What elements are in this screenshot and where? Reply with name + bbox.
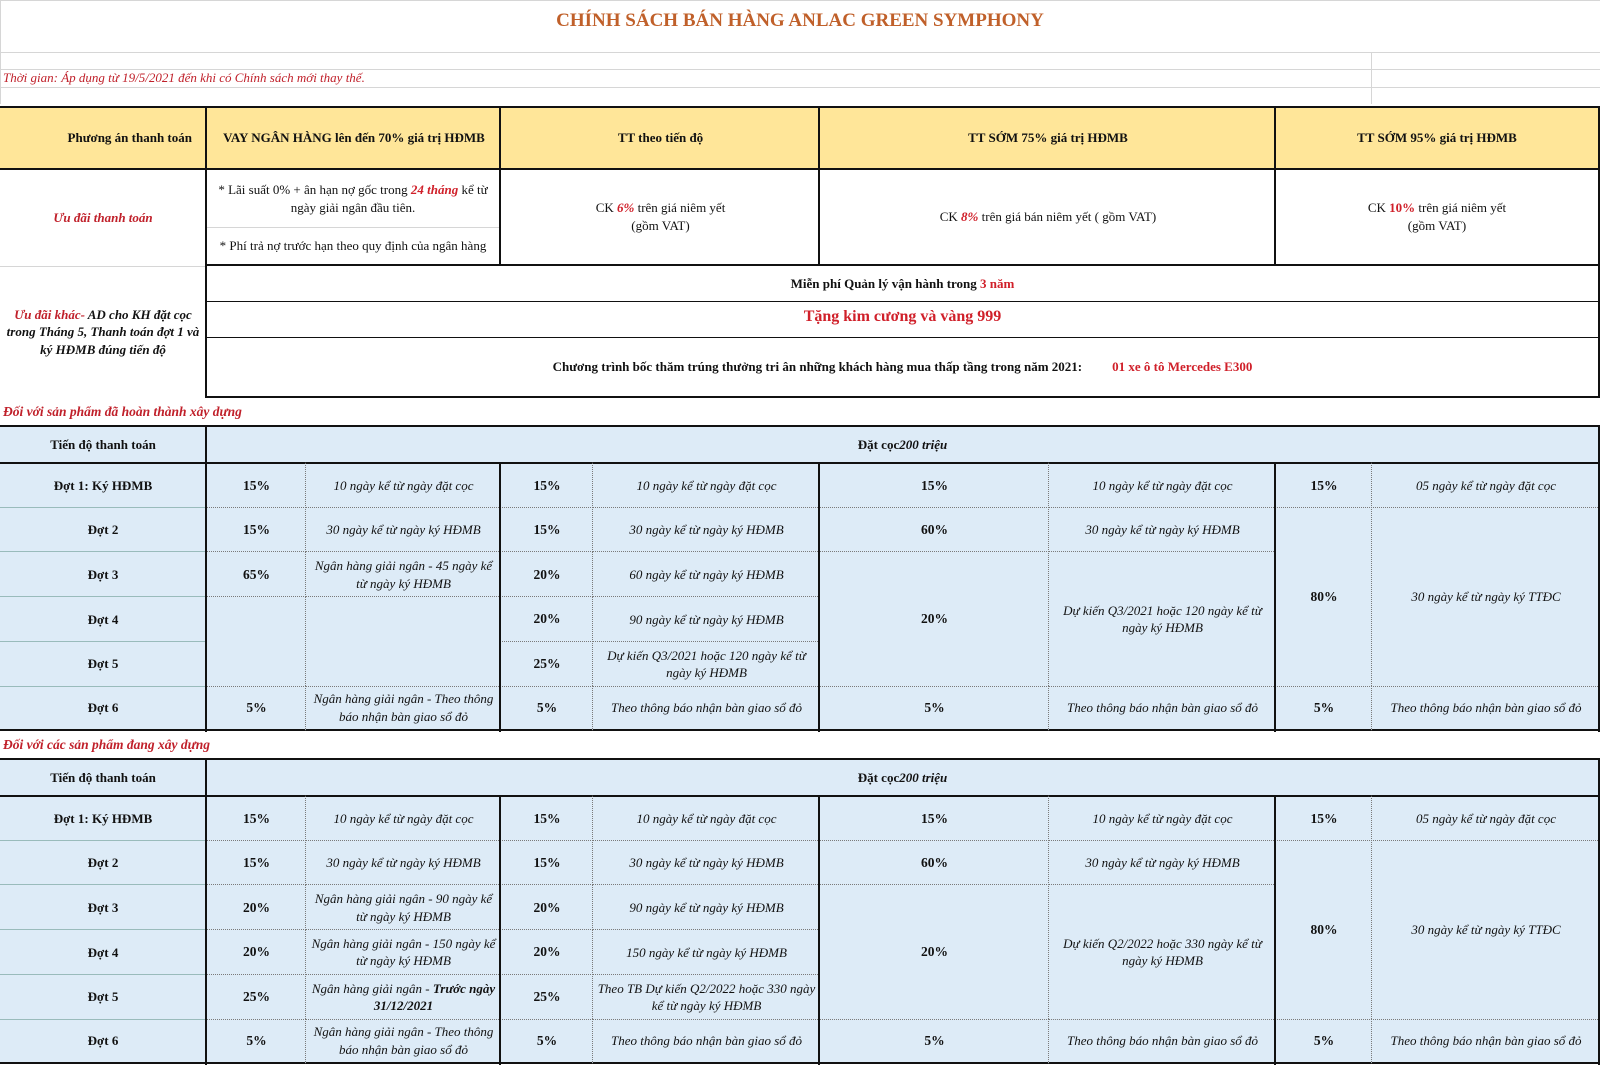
column-divider — [818, 462, 820, 732]
discount-highlight: 8% — [961, 209, 979, 225]
payment-due-description: Theo thông báo nhận bàn giao sổ đỏ — [1371, 686, 1600, 732]
schedule-table-completed — [0, 425, 1600, 730]
payment-percent: 20% — [499, 551, 593, 597]
payment-due-description: 10 ngày kể từ ngày đặt cọc — [305, 462, 501, 508]
payment-incentive-label: Ưu đãi thanh toán — [0, 170, 206, 266]
schedule-label: Tiến độ thanh toán — [0, 425, 206, 462]
payment-percent: 5% — [818, 686, 1049, 732]
incentive-text: trên giá bán niêm yết ( gồm VAT) — [978, 209, 1157, 225]
payment-due-description: Theo thông báo nhận bàn giao sổ đỏ — [592, 686, 820, 732]
payment-due-description: 10 ngày kể từ ngày đặt cọc — [592, 462, 820, 508]
payment-due-description: Dự kiến Q3/2021 hoặc 120 ngày kể từ ngày ký HĐMB — [1048, 551, 1276, 686]
other-incentives-label-red: Ưu đãi khác- — [14, 306, 85, 322]
payment-percent: 15% — [205, 795, 306, 841]
payment-due-description: 10 ngày kể từ ngày đặt cọc — [1048, 795, 1276, 841]
payment-percent — [205, 596, 306, 686]
payment-due-description: 90 ngày kể từ ngày ký HĐMB — [592, 596, 820, 642]
payment-percent: 5% — [499, 1019, 593, 1065]
payment-due-description: Dự kiến Q3/2021 hoặc 120 ngày kể từ ngày ký HĐMB — [592, 641, 820, 687]
payment-due-description: Theo TB Dự kiến Q2/2022 hoặc 330 ngày kể từ ngày ký HĐMB — [592, 974, 820, 1020]
free-management-text: Miễn phí Quản lý vận hành trong — [790, 275, 981, 291]
payment-percent: 15% — [205, 507, 306, 553]
gridline — [0, 0, 1600, 1]
payment-due-description: Theo thông báo nhận bàn giao sổ đỏ — [592, 1019, 820, 1065]
payment-percent: 80% — [1274, 840, 1372, 1020]
payment-percent: 25% — [205, 974, 306, 1020]
payment-due-description: Theo thông báo nhận bàn giao sổ đỏ — [1048, 686, 1276, 732]
gift-row: Tặng kim cương và vàng 999 — [205, 302, 1600, 339]
gridline — [1371, 52, 1372, 104]
payment-due-description: 30 ngày kể từ ngày ký TTĐC — [1371, 840, 1600, 1020]
payment-due-description: Ngân hàng giải ngân - 45 ngày kể từ ngày ký HĐMB — [305, 551, 501, 597]
payment-due-description: Theo thông báo nhận bàn giao sổ đỏ — [1048, 1019, 1276, 1065]
loan-incentive-cell — [205, 170, 501, 266]
schedule-label: Tiến độ thanh toán — [0, 758, 206, 795]
payment-due-description: 30 ngày kể từ ngày ký HĐMB — [592, 507, 820, 553]
incentive-text: trên giá niêm yết — [634, 200, 726, 216]
payment-percent: 60% — [818, 507, 1049, 553]
payment-due-description: 30 ngày kể từ ngày ký TTĐC — [1371, 507, 1600, 687]
payment-due-description: Dự kiến Q2/2022 hoặc 330 ngày kể từ ngày ký HĐMB — [1048, 884, 1276, 1019]
gridline — [0, 52, 1600, 53]
other-incentives-label — [0, 266, 206, 397]
deposit-header — [205, 758, 1600, 795]
period-note: Thời gian: Áp dụng từ 19/5/2021 đến khi có Chính sách mới thay thế. — [3, 70, 365, 85]
section-title-under-construction: Đối với các sản phẩm đang xây dựng — [3, 737, 210, 752]
deposit-text: Đặt cọc — [857, 436, 900, 452]
payment-due-description: 10 ngày kể từ ngày đặt cọc — [305, 795, 501, 841]
installment-label: Đợt 4 — [0, 596, 206, 642]
column-divider — [499, 795, 501, 1065]
payment-due-description: 30 ngày kể từ ngày ký HĐMB — [305, 840, 501, 886]
installment-label: Đợt 3 — [0, 551, 206, 597]
installment-label: Đợt 1: Ký HĐMB — [0, 795, 206, 841]
header-row-label: Phương án thanh toán — [0, 106, 206, 170]
free-management-highlight: 3 năm — [980, 275, 1015, 291]
payment-due-description: 10 ngày kể từ ngày đặt cọc — [1048, 462, 1276, 508]
deposit-amount: 200 triệu — [899, 436, 948, 452]
header-early-75: TT SỚM 75% giá trị HĐMB — [818, 106, 1276, 170]
other-incentives-label-text: AD cho KH đặt cọc trong Tháng 5, Thanh toán đợt 1 và ký HĐMB đúng tiến độ — [6, 306, 200, 357]
payment-percent: 65% — [205, 551, 306, 597]
discount-highlight: 6% — [617, 200, 635, 216]
payment-percent: 25% — [499, 974, 593, 1020]
incentive-text: (gồm VAT) — [631, 218, 690, 233]
payment-percent: 15% — [1274, 795, 1372, 841]
lottery-text: Chương trình bốc thăm trúng thưởng tri ân những khách hàng mua thấp tầng trong năm 2021: — [552, 359, 1083, 375]
payment-due-description — [305, 974, 501, 1020]
early95-incentive-cell — [1274, 170, 1600, 266]
incentive-text: CK — [1367, 200, 1390, 216]
payment-percent: 5% — [1274, 686, 1372, 732]
page-title: CHÍNH SÁCH BÁN HÀNG ANLAC GREEN SYMPHONY — [556, 10, 1044, 31]
loan-incentive-line1 — [207, 170, 499, 228]
payment-percent: 15% — [499, 507, 593, 553]
column-divider — [818, 795, 820, 1065]
column-divider — [1274, 795, 1276, 1065]
installment-label: Đợt 6 — [0, 1019, 206, 1065]
payment-percent: 5% — [1274, 1019, 1372, 1065]
payment-due-description: Ngân hàng giải ngân - 150 ngày kể từ ngày ký HĐMB — [305, 929, 501, 975]
payment-percent: 15% — [205, 462, 306, 508]
payment-percent: 20% — [818, 551, 1049, 686]
payment-due-description: 05 ngày kể từ ngày đặt cọc — [1371, 795, 1600, 841]
incentive-text: CK — [595, 200, 617, 216]
payment-due-description: Theo thông báo nhận bàn giao sổ đỏ — [1371, 1019, 1600, 1065]
header-loan: VAY NGÂN HÀNG lên đến 70% giá trị HĐMB — [205, 106, 501, 170]
payment-percent: 15% — [499, 462, 593, 508]
installment-label: Đợt 6 — [0, 686, 206, 732]
payment-percent: 15% — [499, 795, 593, 841]
payment-due-description: Ngân hàng giải ngân - 90 ngày kể từ ngày ký HĐMB — [305, 884, 501, 930]
loan-incentive-text: * Lãi suất 0% + ân hạn nợ gốc trong — [218, 181, 411, 197]
payment-due-description: Ngân hàng giải ngân - Theo thông báo nhận bàn giao sổ đỏ — [305, 1019, 501, 1065]
progress-incentive-cell — [499, 170, 820, 266]
header-early-95: TT SỚM 95% giá trị HĐMB — [1274, 106, 1600, 170]
payment-due-description: 10 ngày kể từ ngày đặt cọc — [592, 795, 820, 841]
column-divider — [205, 462, 207, 732]
loan-incentive-line2: * Phí trả nợ trước hạn theo quy định của ngân hàng — [219, 238, 487, 254]
payment-due-description: 90 ngày kể từ ngày ký HĐMB — [592, 884, 820, 930]
payment-percent: 20% — [499, 884, 593, 930]
lottery-row — [205, 338, 1600, 398]
deposit-header — [205, 425, 1600, 462]
loan-incentive-text: kể từ ngày giải ngân đầu tiên. — [290, 181, 488, 215]
payment-percent: 20% — [205, 929, 306, 975]
payment-due-description: 30 ngày kể từ ngày ký HĐMB — [592, 840, 820, 886]
gridline — [0, 87, 1600, 88]
column-divider — [1274, 462, 1276, 732]
lottery-prize: 01 xe ô tô Mercedes E300 — [1112, 359, 1253, 375]
payment-percent: 15% — [818, 795, 1049, 841]
payment-percent: 20% — [499, 596, 593, 642]
payment-percent: 5% — [205, 1019, 306, 1065]
installment-label: Đợt 5 — [0, 641, 206, 687]
payment-percent: 25% — [499, 641, 593, 687]
due-deadline: Trước ngày 31/12/2021 — [373, 980, 496, 1014]
installment-label: Đợt 1: Ký HĐMB — [0, 462, 206, 508]
due-text: Ngân hàng giải ngân - — [311, 980, 433, 996]
payment-due-description — [305, 596, 501, 686]
discount-highlight: 10% — [1389, 200, 1416, 216]
incentive-text: CK — [939, 209, 962, 225]
header-progress: TT theo tiến độ — [499, 106, 820, 170]
deposit-amount: 200 triệu — [899, 769, 948, 785]
payment-due-description: Ngân hàng giải ngân - Theo thông báo nhận bàn giao sổ đỏ — [305, 686, 501, 732]
deposit-text: Đặt cọc — [857, 769, 900, 785]
payment-percent: 5% — [818, 1019, 1049, 1065]
section-title-completed: Đối với sản phẩm đã hoàn thành xây dựng — [3, 404, 242, 419]
payment-percent: 15% — [499, 840, 593, 886]
payment-due-description: 30 ngày kể từ ngày ký HĐMB — [1048, 840, 1276, 886]
column-divider — [205, 795, 207, 1065]
payment-percent: 15% — [1274, 462, 1372, 508]
payment-percent: 20% — [818, 884, 1049, 1019]
payment-due-description: 60 ngày kể từ ngày ký HĐMB — [592, 551, 820, 597]
payment-percent: 20% — [499, 929, 593, 975]
payment-percent: 5% — [499, 686, 593, 732]
installment-label: Đợt 4 — [0, 929, 206, 975]
installment-label: Đợt 2 — [0, 840, 206, 886]
payment-percent: 20% — [205, 884, 306, 930]
payment-percent: 60% — [818, 840, 1049, 886]
installment-label: Đợt 3 — [0, 884, 206, 930]
installment-label: Đợt 5 — [0, 974, 206, 1020]
payment-due-description: 05 ngày kể từ ngày đặt cọc — [1371, 462, 1600, 508]
loan-incentive-highlight: 24 tháng — [410, 181, 459, 197]
free-management-row — [205, 266, 1600, 303]
payment-percent: 15% — [205, 840, 306, 886]
payment-due-description: 30 ngày kể từ ngày ký HĐMB — [305, 507, 501, 553]
payment-percent: 5% — [205, 686, 306, 732]
payment-percent: 15% — [818, 462, 1049, 508]
payment-percent: 80% — [1274, 507, 1372, 687]
payment-due-description: 30 ngày kể từ ngày ký HĐMB — [1048, 507, 1276, 553]
early75-incentive-cell — [818, 170, 1276, 266]
installment-label: Đợt 2 — [0, 507, 206, 553]
column-divider — [499, 462, 501, 732]
schedule-table-under-construction — [0, 758, 1600, 1063]
incentive-text: trên giá niêm yết — [1415, 200, 1507, 216]
incentive-text: (gồm VAT) — [1407, 218, 1467, 233]
payment-due-description: 150 ngày kể từ ngày ký HĐMB — [592, 929, 820, 975]
